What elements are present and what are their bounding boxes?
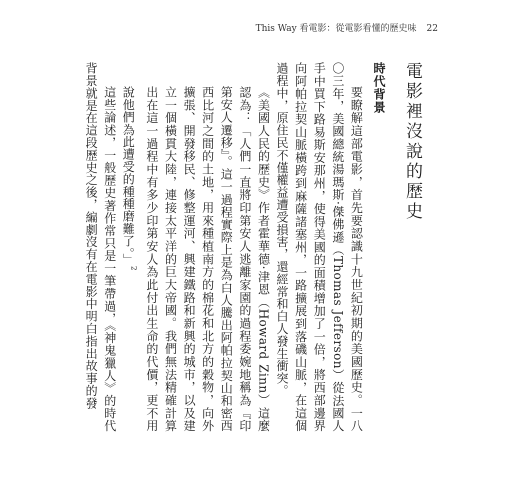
quote-text: 《美國人民的歷史》作者霍華德·津恩（Howard Zinn）這麼認為：「人們一直將印第安人逃離家園的過程委婉地稱為『印第安人遷移』。這一過程實際上是為白人騰出阿帕拉契山和密西西比河之間的土地，用來種植南方的棉花和北方的穀物，向外擴張、開發移民、修整運河、興建鐵路和新興的城市，以及建立一個橫貫大陸，連接太平洋的巨大帝國。我們無法精確計算出在這一過程中有多少印第安人為此付出生命的代價，更不用說他們為此遭受的種種磨難了。」 — [121, 86, 271, 432]
quote-paragraph — [119, 62, 273, 432]
running-title: This Way 看電影：從電影看懂的歷史味 — [255, 24, 417, 34]
running-header — [256, 21, 438, 34]
body-paragraph: 要瞭解這部電影，首先要認識十九世紀初期的美國歷史。一八〇三年，美國總統湯瑪斯·傑佛遜（Thomas Jefferson）從法國人手中買下路易斯安那州，使得美國的面積增加了一倍，將西部邊界向阿帕拉契山脈橫跨到麻薩諸塞州，一路擴展到落磯山脈，在這個過程中，原住民不僅權益遭受損害，還經常和白人發生衝突。 — [275, 62, 364, 432]
closing-paragraph: 這些論述，一般歷史著作常只是一筆帶過，《神鬼獵人》的時代背景就是在這段歷史之後，編劇沒有在電影中明白指出故事的發 — [84, 62, 117, 432]
section-title: 時代背景 — [372, 62, 386, 114]
chapter-title: 電影裡沒說的歷史 — [402, 62, 422, 222]
footnote-mark: 2 — [129, 266, 138, 271]
page-number: 22 — [426, 24, 438, 34]
vertical-text-body — [84, 62, 424, 432]
